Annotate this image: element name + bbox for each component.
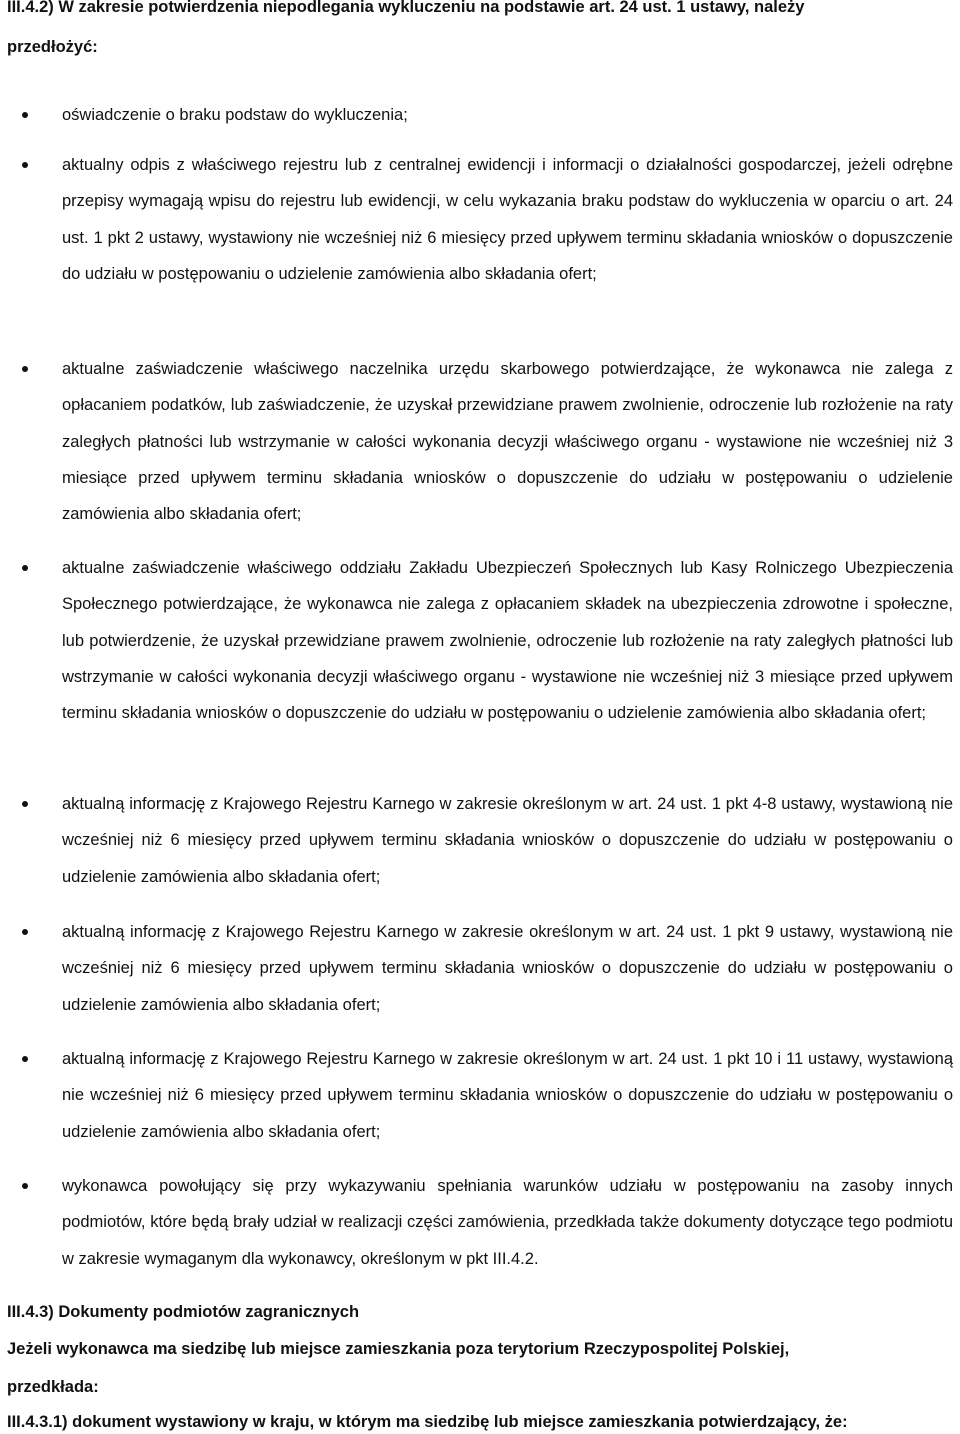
bullet-icon bbox=[22, 1183, 28, 1189]
list-item: oświadczenie o braku podstaw do wykluczenia; bbox=[62, 106, 408, 124]
list-item: aktualne zaświadczenie właściwego naczelnika urzędu skarbowego potwierdzające, że wykonawca nie zalega z opłacaniem podatków, lub zaświadczenie, że uzyskał przewidziane prawem zwolnienie, odroczenie lub rozłożenie na raty zaległych płatności lub wstrzymanie w całości wykonania decyzji właściwego organu - wystawione nie wcześniej niż 3 miesiące przed upływem terminu składania wniosków o dopuszczenie do udziału w postępowaniu o udzielenie zamówienia albo składania ofert; bbox=[62, 360, 953, 524]
section-heading-line-2: przedłożyć: bbox=[7, 38, 98, 56]
list-item: aktualne zaświadczenie właściwego oddziału Zakładu Ubezpieczeń Społecznych lub Kasy Rolniczego Ubezpieczenia Społecznego potwierdzające, że wykonawca nie zalega z opłacaniem składek na ubezpieczenia zdrowotne i społeczne, lub potwierdzenie, że uzyskał przewidziane prawem zwolnienie, odroczenie lub rozłożenie na raty zaległych płatności lub wstrzymanie w całości wykonania decyzji właściwego organu - wystawione nie wcześniej niż 3 miesiące przed upływem terminu składania wniosków o dopuszczenie do udziału w postępowaniu o udzielenie zamówienia albo składania ofert; bbox=[62, 559, 953, 723]
bullet-icon bbox=[22, 162, 28, 168]
list-item: aktualny odpis z właściwego rejestru lub z centralnej ewidencji i informacji o działalności gospodarczej, jeżeli odrębne przepisy wymagają wpisu do rejestru lub ewidencji, w celu wykazania braku podstaw do wykluczenia w oparciu o art. 24 ust. 1 pkt 2 ustawy, wystawiony nie wcześniej niż 6 miesięcy przed upływem terminu składania wniosków o dopuszczenie do udziału w postępowaniu o udzielenie zamówienia albo składania ofert; bbox=[62, 156, 953, 283]
list-item: aktualną informację z Krajowego Rejestru Karnego w zakresie określonym w art. 24 ust. 1 pkt 4-8 ustawy, wystawioną nie wcześniej niż 6 miesięcy przed upływem terminu składania wniosków o dopuszczenie do udziału w postępowaniu o udzielenie zamówienia albo składania ofert; bbox=[62, 795, 953, 886]
subsection-heading: III.4.3) Dokumenty podmiotów zagranicznych bbox=[7, 1303, 360, 1321]
bullet-icon bbox=[22, 801, 28, 807]
bullet-icon bbox=[22, 112, 28, 118]
bullet-icon bbox=[22, 565, 28, 571]
subsection-intro-line-2: przedkłada: bbox=[7, 1378, 99, 1396]
list-item: aktualną informację z Krajowego Rejestru Karnego w zakresie określonym w art. 24 ust. 1 pkt 10 i 11 ustawy, wystawioną nie wcześniej niż 6 miesięcy przed upływem terminu składania wniosków o dopuszczenie do udziału w postępowaniu o udzielenie zamówienia albo składania ofert; bbox=[62, 1050, 953, 1141]
list-item: aktualną informację z Krajowego Rejestru Karnego w zakresie określonym w art. 24 ust. 1 pkt 9 ustawy, wystawioną nie wcześniej niż 6 miesięcy przed upływem terminu składania wniosków o dopuszczenie do udziału w postępowaniu o udzielenie zamówienia albo składania ofert; bbox=[62, 923, 953, 1014]
bullet-icon bbox=[22, 929, 28, 935]
subsection-intro-line-1: Jeżeli wykonawca ma siedzibę lub miejsce zamieszkania poza terytorium Rzeczypospolitej Polskiej, bbox=[7, 1340, 790, 1358]
section-heading-line-1: III.4.2) W zakresie potwierdzenia niepodlegania wykluczeniu na podstawie art. 24 ust. 1 ustawy, należy bbox=[7, 0, 805, 16]
bullet-icon bbox=[22, 1056, 28, 1062]
bullet-icon bbox=[22, 366, 28, 372]
list-item: wykonawca powołujący się przy wykazywaniu spełniania warunków udziału w postępowaniu na zasoby innych podmiotów, które będą brały udział w realizacji części zamówienia, przedkłada także dokumenty dotyczące tego podmiotu w zakresie wymaganym dla wykonawcy, określonym w pkt III.4.2. bbox=[62, 1177, 953, 1268]
sub-subsection-heading: III.4.3.1) dokument wystawiony w kraju, w którym ma siedzibę lub miejsce zamieszkania potwierdzający, że: bbox=[7, 1413, 848, 1431]
